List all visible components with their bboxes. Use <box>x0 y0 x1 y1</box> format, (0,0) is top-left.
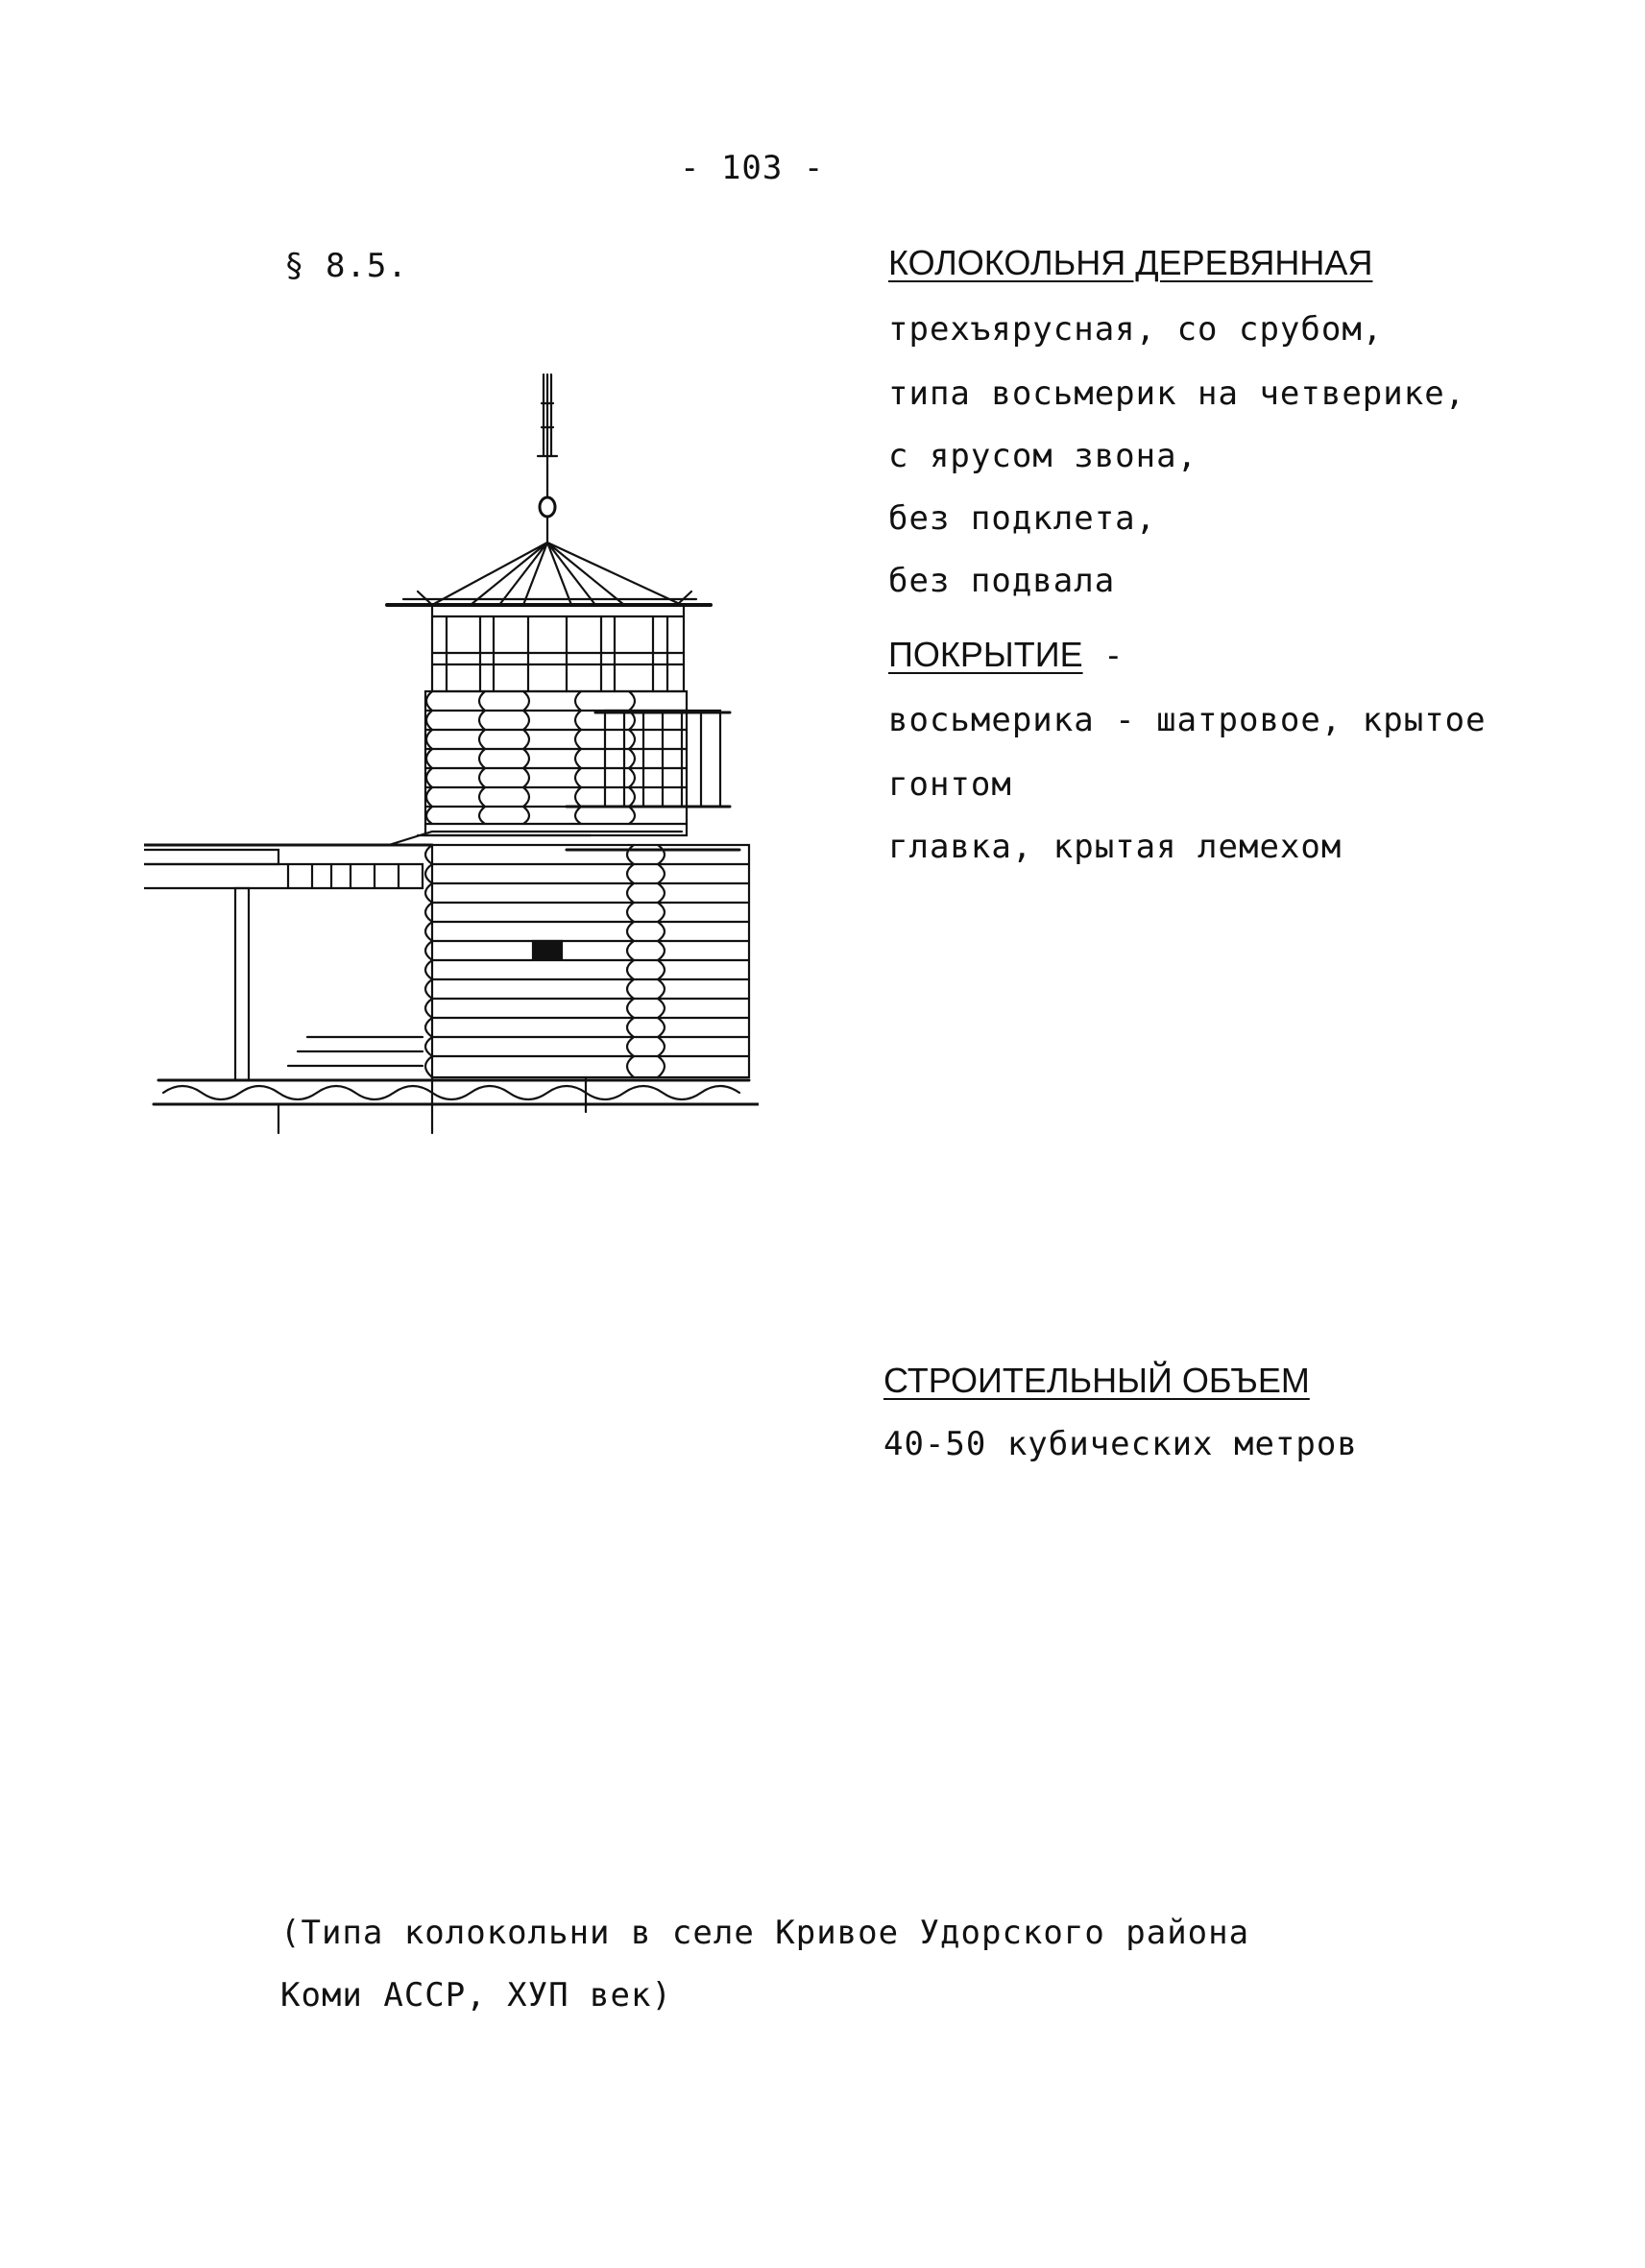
bell-tower-drawing <box>144 365 759 1143</box>
description-line-2: типа восьмерик на четверике, <box>888 374 1466 413</box>
covering-heading-line <box>888 636 1125 675</box>
description-line-3: с ярусом звона, <box>888 437 1198 475</box>
covering-dash: - <box>1082 637 1125 675</box>
porch <box>144 845 432 1080</box>
volume-value: 40-50 кубических метров <box>883 1425 1358 1463</box>
page-number: - 103 - <box>680 149 825 187</box>
volume-heading: СТРОИТЕЛЬНЫЙ ОБЪЕМ <box>883 1361 1310 1400</box>
tent-roof <box>387 543 711 605</box>
covering-heading: ПОКРЫТИЕ <box>888 635 1083 674</box>
description-line-4: без подклета, <box>888 499 1157 538</box>
covering-line-1: восьмерика - шатровое, крытое <box>888 701 1487 739</box>
description-line-5: без подвала <box>888 562 1116 600</box>
description-line-1: трехъярусная, со срубом, <box>888 310 1384 349</box>
section-number: § 8.5. <box>284 247 408 285</box>
title: КОЛОКОЛЬНЯ ДЕРЕВЯННАЯ <box>888 243 1373 282</box>
ground-stones <box>154 1077 759 1133</box>
belfry-posts <box>432 605 684 691</box>
covering-line-3: главка, крытая лемехом <box>888 828 1343 866</box>
footnote-line-1: (Типа колокольни в селе Кривое Удорского района <box>280 1914 1250 1952</box>
side-gallery <box>567 711 730 807</box>
quadrangle-logs <box>389 832 749 1077</box>
spire <box>538 374 557 543</box>
footnote-line-2: Коми АССР, ХУП век) <box>280 1976 672 2015</box>
covering-line-2: гонтом <box>888 765 1012 804</box>
